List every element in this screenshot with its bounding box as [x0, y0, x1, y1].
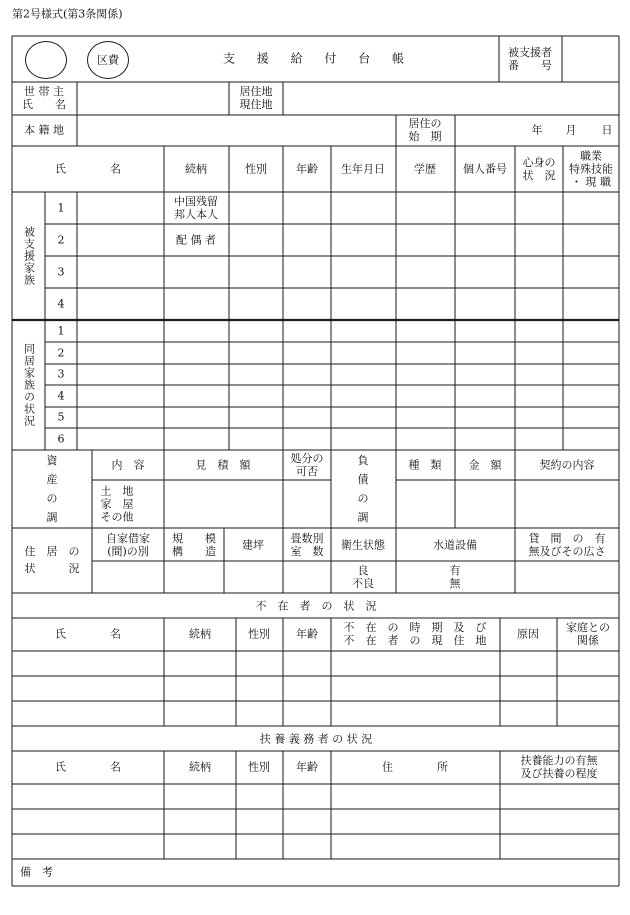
assets-items: 土 地 家 屋 その他 — [100, 484, 134, 524]
form-code: 第2号様式(第3条関係) — [12, 7, 123, 21]
stamp-ward-label: 区費 — [97, 53, 119, 67]
seal-circle-blank — [25, 41, 67, 79]
household-head-field[interactable] — [78, 83, 228, 114]
housing-rooms-header: 畳数別 室 数 — [290, 532, 324, 558]
support-age-header: 年齢 — [296, 760, 318, 774]
family-row-number: 4 — [57, 297, 65, 311]
cohab-row-number: 2 — [57, 346, 65, 360]
members-age-header: 年齢 — [296, 162, 318, 176]
absent-sex-header: 性別 — [248, 627, 270, 641]
housing-water-header: 水道設備 — [433, 538, 477, 552]
debt-kind-header: 種 類 — [408, 458, 442, 472]
members-education-header: 学歴 — [414, 162, 436, 176]
cohab-row-number: 5 — [57, 410, 65, 424]
relation-spouse: 配 偶 者 — [176, 233, 216, 247]
date-day: 日 — [601, 123, 613, 137]
date-month: 月 — [565, 123, 577, 137]
domicile-field[interactable] — [78, 116, 395, 145]
family-row-number: 3 — [57, 265, 65, 279]
cohab-row-number: 6 — [57, 432, 65, 446]
absent-family-header: 家庭との 関係 — [566, 621, 610, 647]
cohab-row-number: 4 — [57, 389, 65, 403]
remarks-field[interactable] — [60, 860, 618, 885]
support-section-header: 扶 養 義 務 者 の 状 況 — [259, 732, 373, 746]
date-year: 年 — [531, 123, 543, 137]
absent-name-header: 氏 名 — [55, 627, 121, 641]
debt-survey-label: 負 債 の 調 — [357, 454, 369, 524]
family-row-number: 2 — [57, 233, 65, 247]
housing-rental-header: 貸 間 の 有 無及びその広さ — [528, 532, 606, 558]
household-head-label: 世 帯 主 氏 名 — [22, 85, 66, 111]
housing-ownership-header: 自家借家 (間)の別 — [106, 532, 150, 558]
support-relation-header: 続柄 — [189, 760, 211, 774]
assets-estimate-header: 見 積 額 — [195, 458, 251, 472]
members-job-header: 職業 特殊技能 ・ 現 職 — [569, 149, 613, 189]
supported-family-label: 被支援家族 — [22, 226, 36, 286]
recipient-number-field[interactable] — [563, 37, 618, 81]
housing-scale-header: 規 模 構 造 — [172, 532, 216, 558]
absent-cause-header: 原因 — [517, 627, 539, 641]
relation-principal: 中国残留 邦人本人 — [174, 195, 218, 221]
housing-status-label: 住 居 の 状 況 — [24, 545, 80, 575]
support-name-header: 氏 名 — [55, 760, 121, 774]
members-birth-header: 生年月日 — [341, 162, 385, 176]
cohab-row-number: 3 — [57, 367, 65, 381]
housing-water-options: 有 無 — [449, 564, 461, 590]
absent-relation-header: 続柄 — [189, 627, 211, 641]
cohab-row-number: 1 — [57, 324, 65, 338]
remarks-label: 備 考 — [20, 865, 53, 879]
members-mynumber-header: 個人番号 — [463, 162, 507, 176]
residence-field[interactable] — [284, 83, 618, 114]
members-name-header: 氏 名 — [55, 162, 121, 176]
support-ability-header: 扶養能力の有無 及び扶養の程度 — [520, 754, 598, 780]
assets-survey-label: 資 産 の 調 — [46, 454, 58, 524]
absent-age-header: 年齢 — [296, 627, 318, 641]
recipient-number-label: 被支援者 番 号 — [508, 46, 552, 72]
housing-hygiene-options: 良 不良 — [352, 564, 374, 590]
cohabitant-family-label: 同居家族の状況 — [22, 343, 36, 427]
members-relation-header: 続柄 — [185, 162, 207, 176]
debt-contract-header: 契約の内容 — [539, 458, 595, 472]
support-address-header: 住 所 — [382, 760, 448, 774]
assets-disposal-header: 処分の 可否 — [290, 452, 324, 478]
debt-amount-header: 金 額 — [468, 458, 502, 472]
residence-label: 居住地 現住地 — [239, 85, 273, 111]
assets-content-header: 内 容 — [111, 458, 145, 472]
absent-section-header: 不 在 者 の 状 況 — [255, 599, 377, 613]
form-title: 支 援 給 付 台 帳 — [222, 51, 414, 66]
support-sex-header: 性別 — [248, 760, 270, 774]
absent-period-header: 不 在 の 時 期 及 び 不 在 者 の 現 住 地 — [343, 621, 487, 647]
family-row-number: 1 — [57, 201, 65, 215]
members-health-header: 心身の 状 況 — [522, 156, 556, 182]
housing-hygiene-header: 衛生状態 — [341, 538, 385, 552]
residence-start-label: 居住の 始 期 — [408, 117, 442, 143]
domicile-label: 本 籍 地 — [24, 123, 64, 137]
members-sex-header: 性別 — [245, 162, 267, 176]
housing-area-header: 建坪 — [242, 538, 264, 552]
